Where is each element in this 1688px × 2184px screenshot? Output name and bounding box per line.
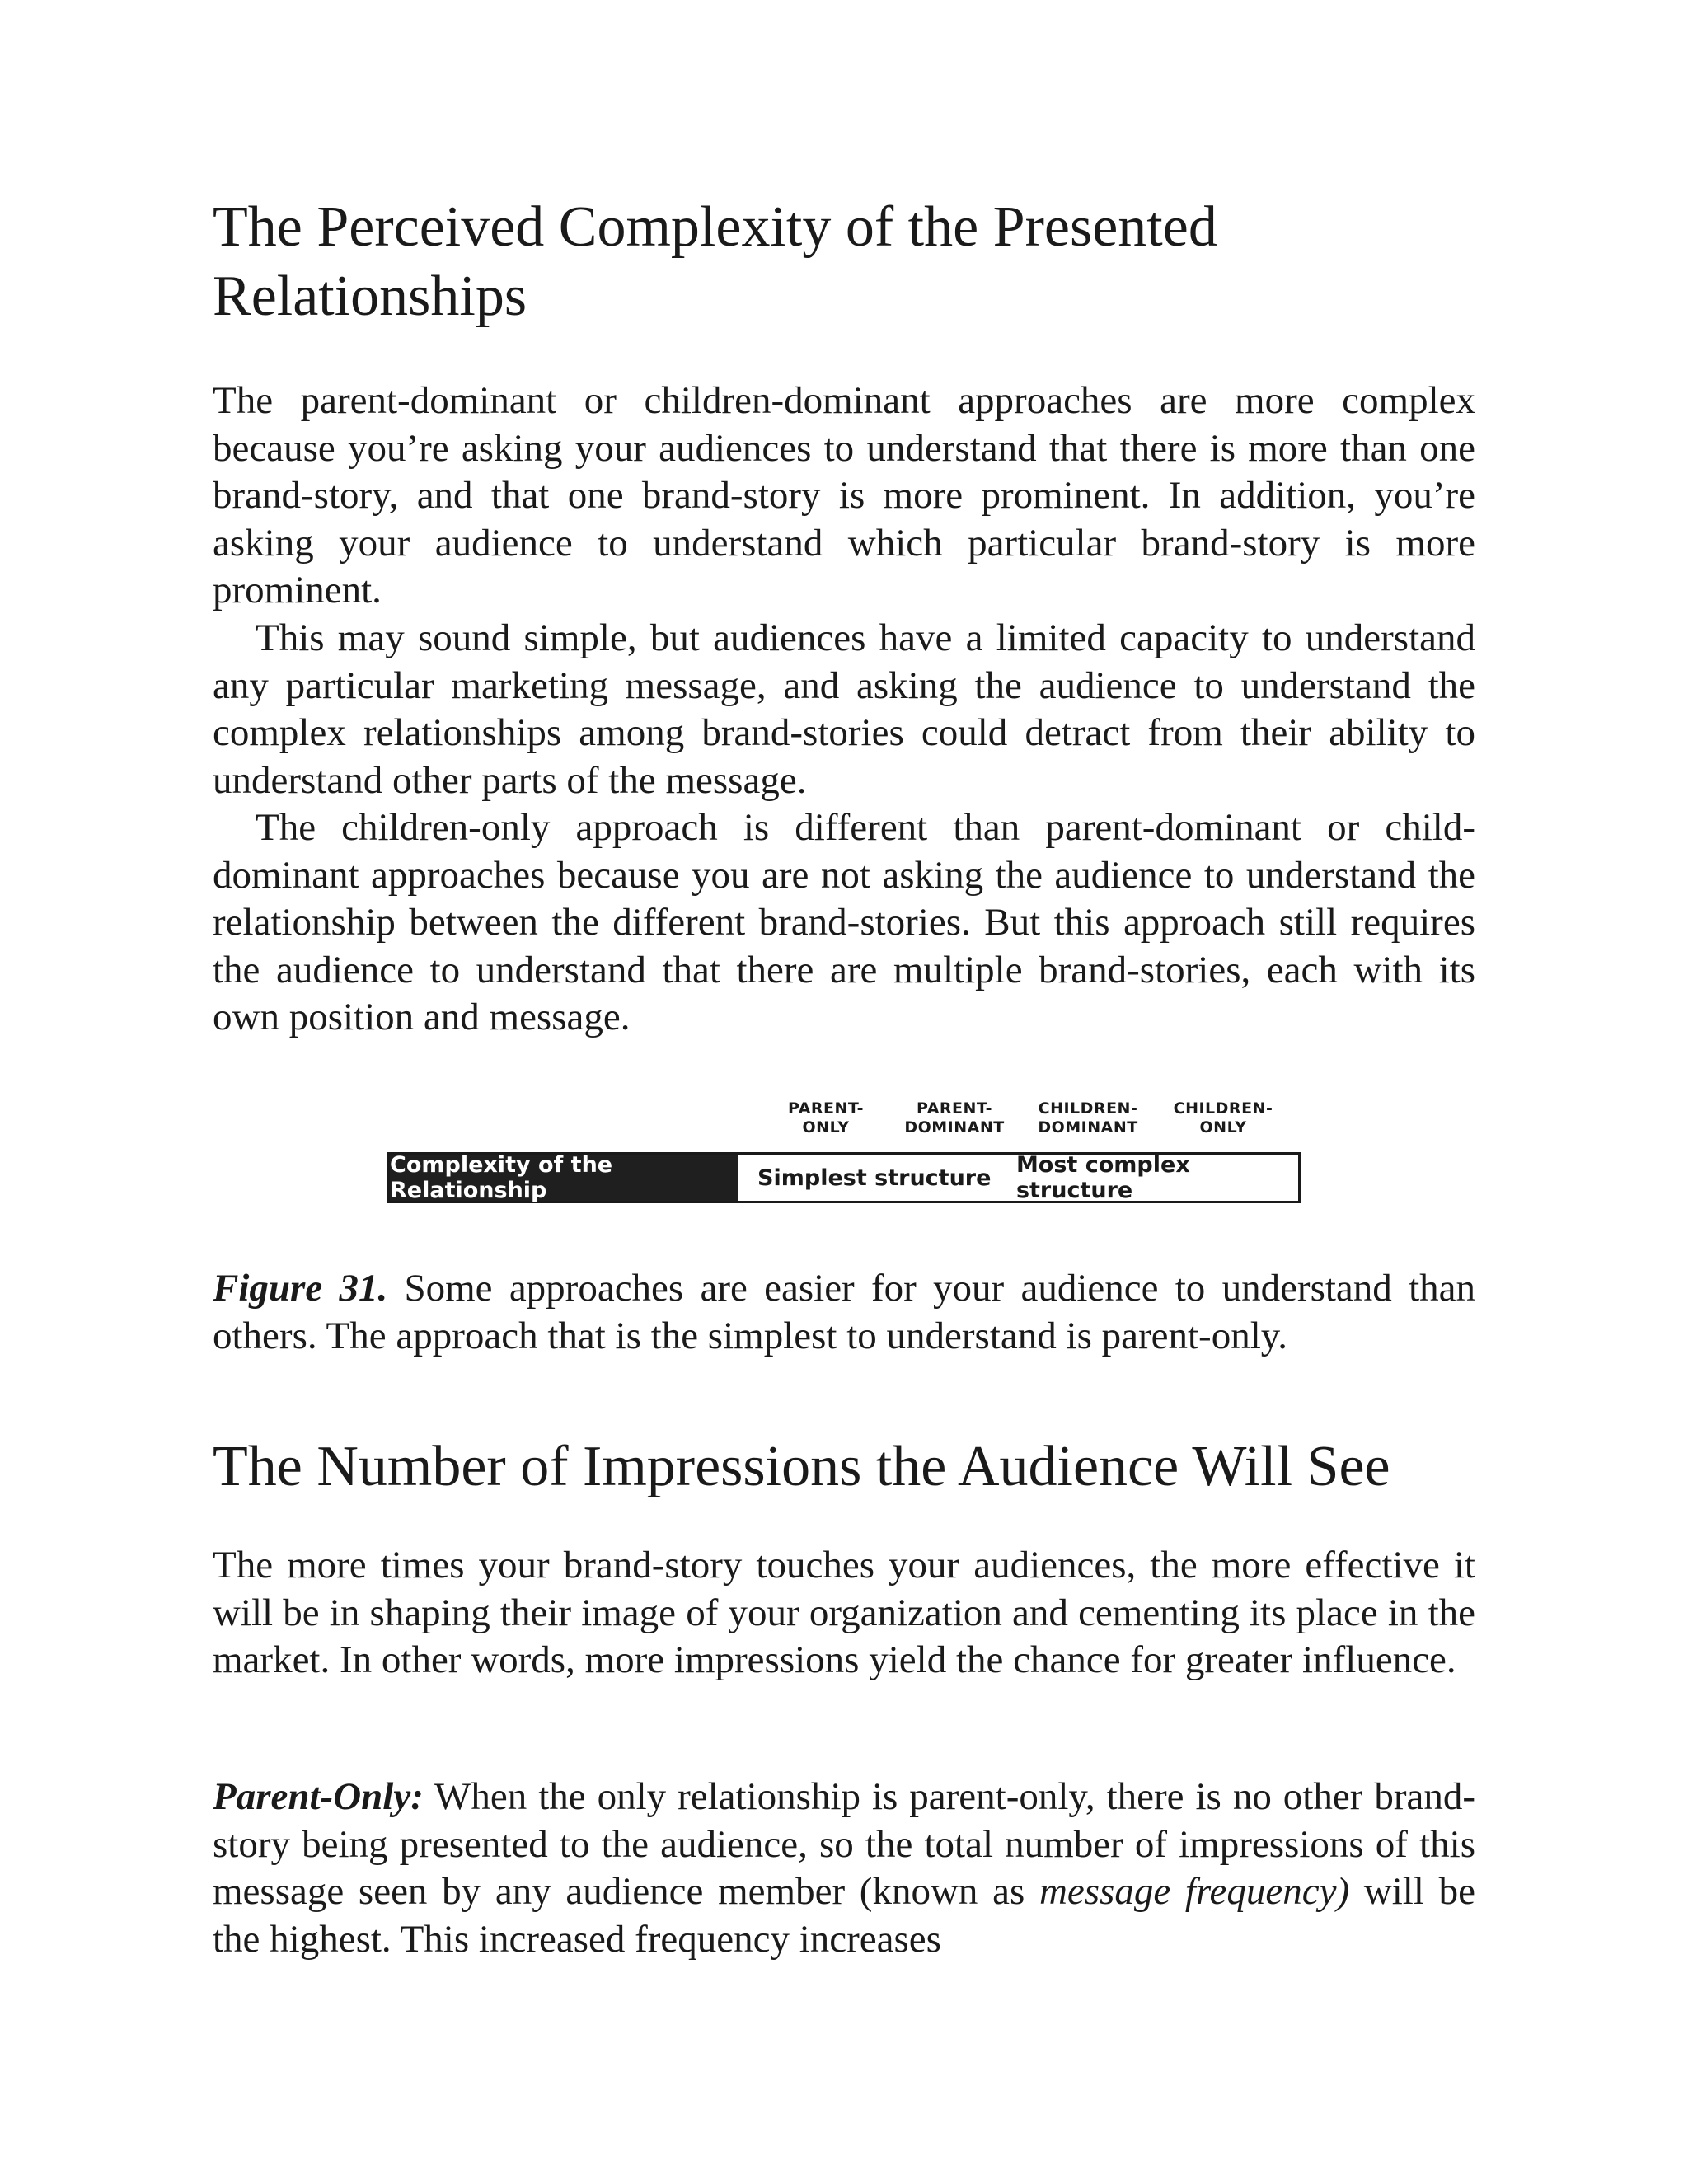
figure-caption-text: Some approaches are easier for your audience to understand than others. The approach that is the simplest to understand is parent-only. bbox=[213, 1267, 1475, 1357]
column-label-children-dominant: CHILDREN- DOMINANT bbox=[1038, 1099, 1138, 1137]
simplest-structure-label: Simplest structure bbox=[757, 1165, 992, 1191]
paragraph-impressions-1: The more times your brand-story touches your audiences, the more effective it will be in shaping their image of your organization and cementing its place in the market. In other words, more impressions yield the chance for greater influence. bbox=[213, 1544, 1475, 1682]
complexity-bar-label: Complexity of the Relationship bbox=[390, 1155, 738, 1201]
figure-31-caption bbox=[213, 1265, 1475, 1360]
parent-only-text-b: will be the highest. This increased frequency increases bbox=[213, 1870, 1475, 1961]
column-label-parent-only: PARENT- ONLY bbox=[788, 1099, 864, 1137]
most-complex-structure-label: Most complex structure bbox=[1015, 1152, 1190, 1203]
figure-31-diagram bbox=[387, 1094, 1302, 1210]
section-heading-impressions: The Number of Impressions the Audience Will See bbox=[213, 1435, 1390, 1498]
parent-only-label: Parent-Only: bbox=[213, 1775, 424, 1818]
paragraph-complexity-3: The children-only approach is different than parent-dominant or child-dominant approaches because you are not asking the audience to understand the relationship between the different brand-stories. But this approach still requires the audience to understand that there are multiple brand-stories, each with its own position and message. bbox=[213, 806, 1475, 1039]
section-heading-complexity bbox=[213, 193, 1475, 331]
column-label-children-only: CHILDREN- ONLY bbox=[1173, 1099, 1273, 1137]
paragraph-complexity-2: This may sound simple, but audiences have a limited capacity to understand any particular marketing message, and asking the audience to understand the complex relationships among brand-stories could detract from their ability to understand other parts of the message. bbox=[213, 616, 1475, 802]
figure-caption-label: Figure 31. bbox=[213, 1267, 388, 1310]
heading-line-1: The Perceived Complexity of the Presented bbox=[213, 195, 1217, 259]
parent-only-text-a: When the only relationship is parent-only, there is no other brand-story being presented to the audience, so the total number of impressions of this message seen by any audience member (known as bbox=[213, 1775, 1475, 1914]
paragraph-complexity-1: The parent-dominant or children-dominant approaches are more complex because you’re asking your audiences to understand that there is more than one brand-story, and that one brand-story is more prominent. In addition, you’re asking your audience to understand which particular brand-story is more prominent. bbox=[213, 379, 1475, 612]
column-label-parent-dominant: PARENT- DOMINANT bbox=[904, 1099, 1005, 1137]
complexity-bar bbox=[387, 1152, 1301, 1203]
heading-line-2: Relationships bbox=[213, 265, 528, 328]
paragraph-parent-only bbox=[213, 1774, 1475, 1963]
message-frequency-term: message frequency) bbox=[1039, 1870, 1350, 1914]
